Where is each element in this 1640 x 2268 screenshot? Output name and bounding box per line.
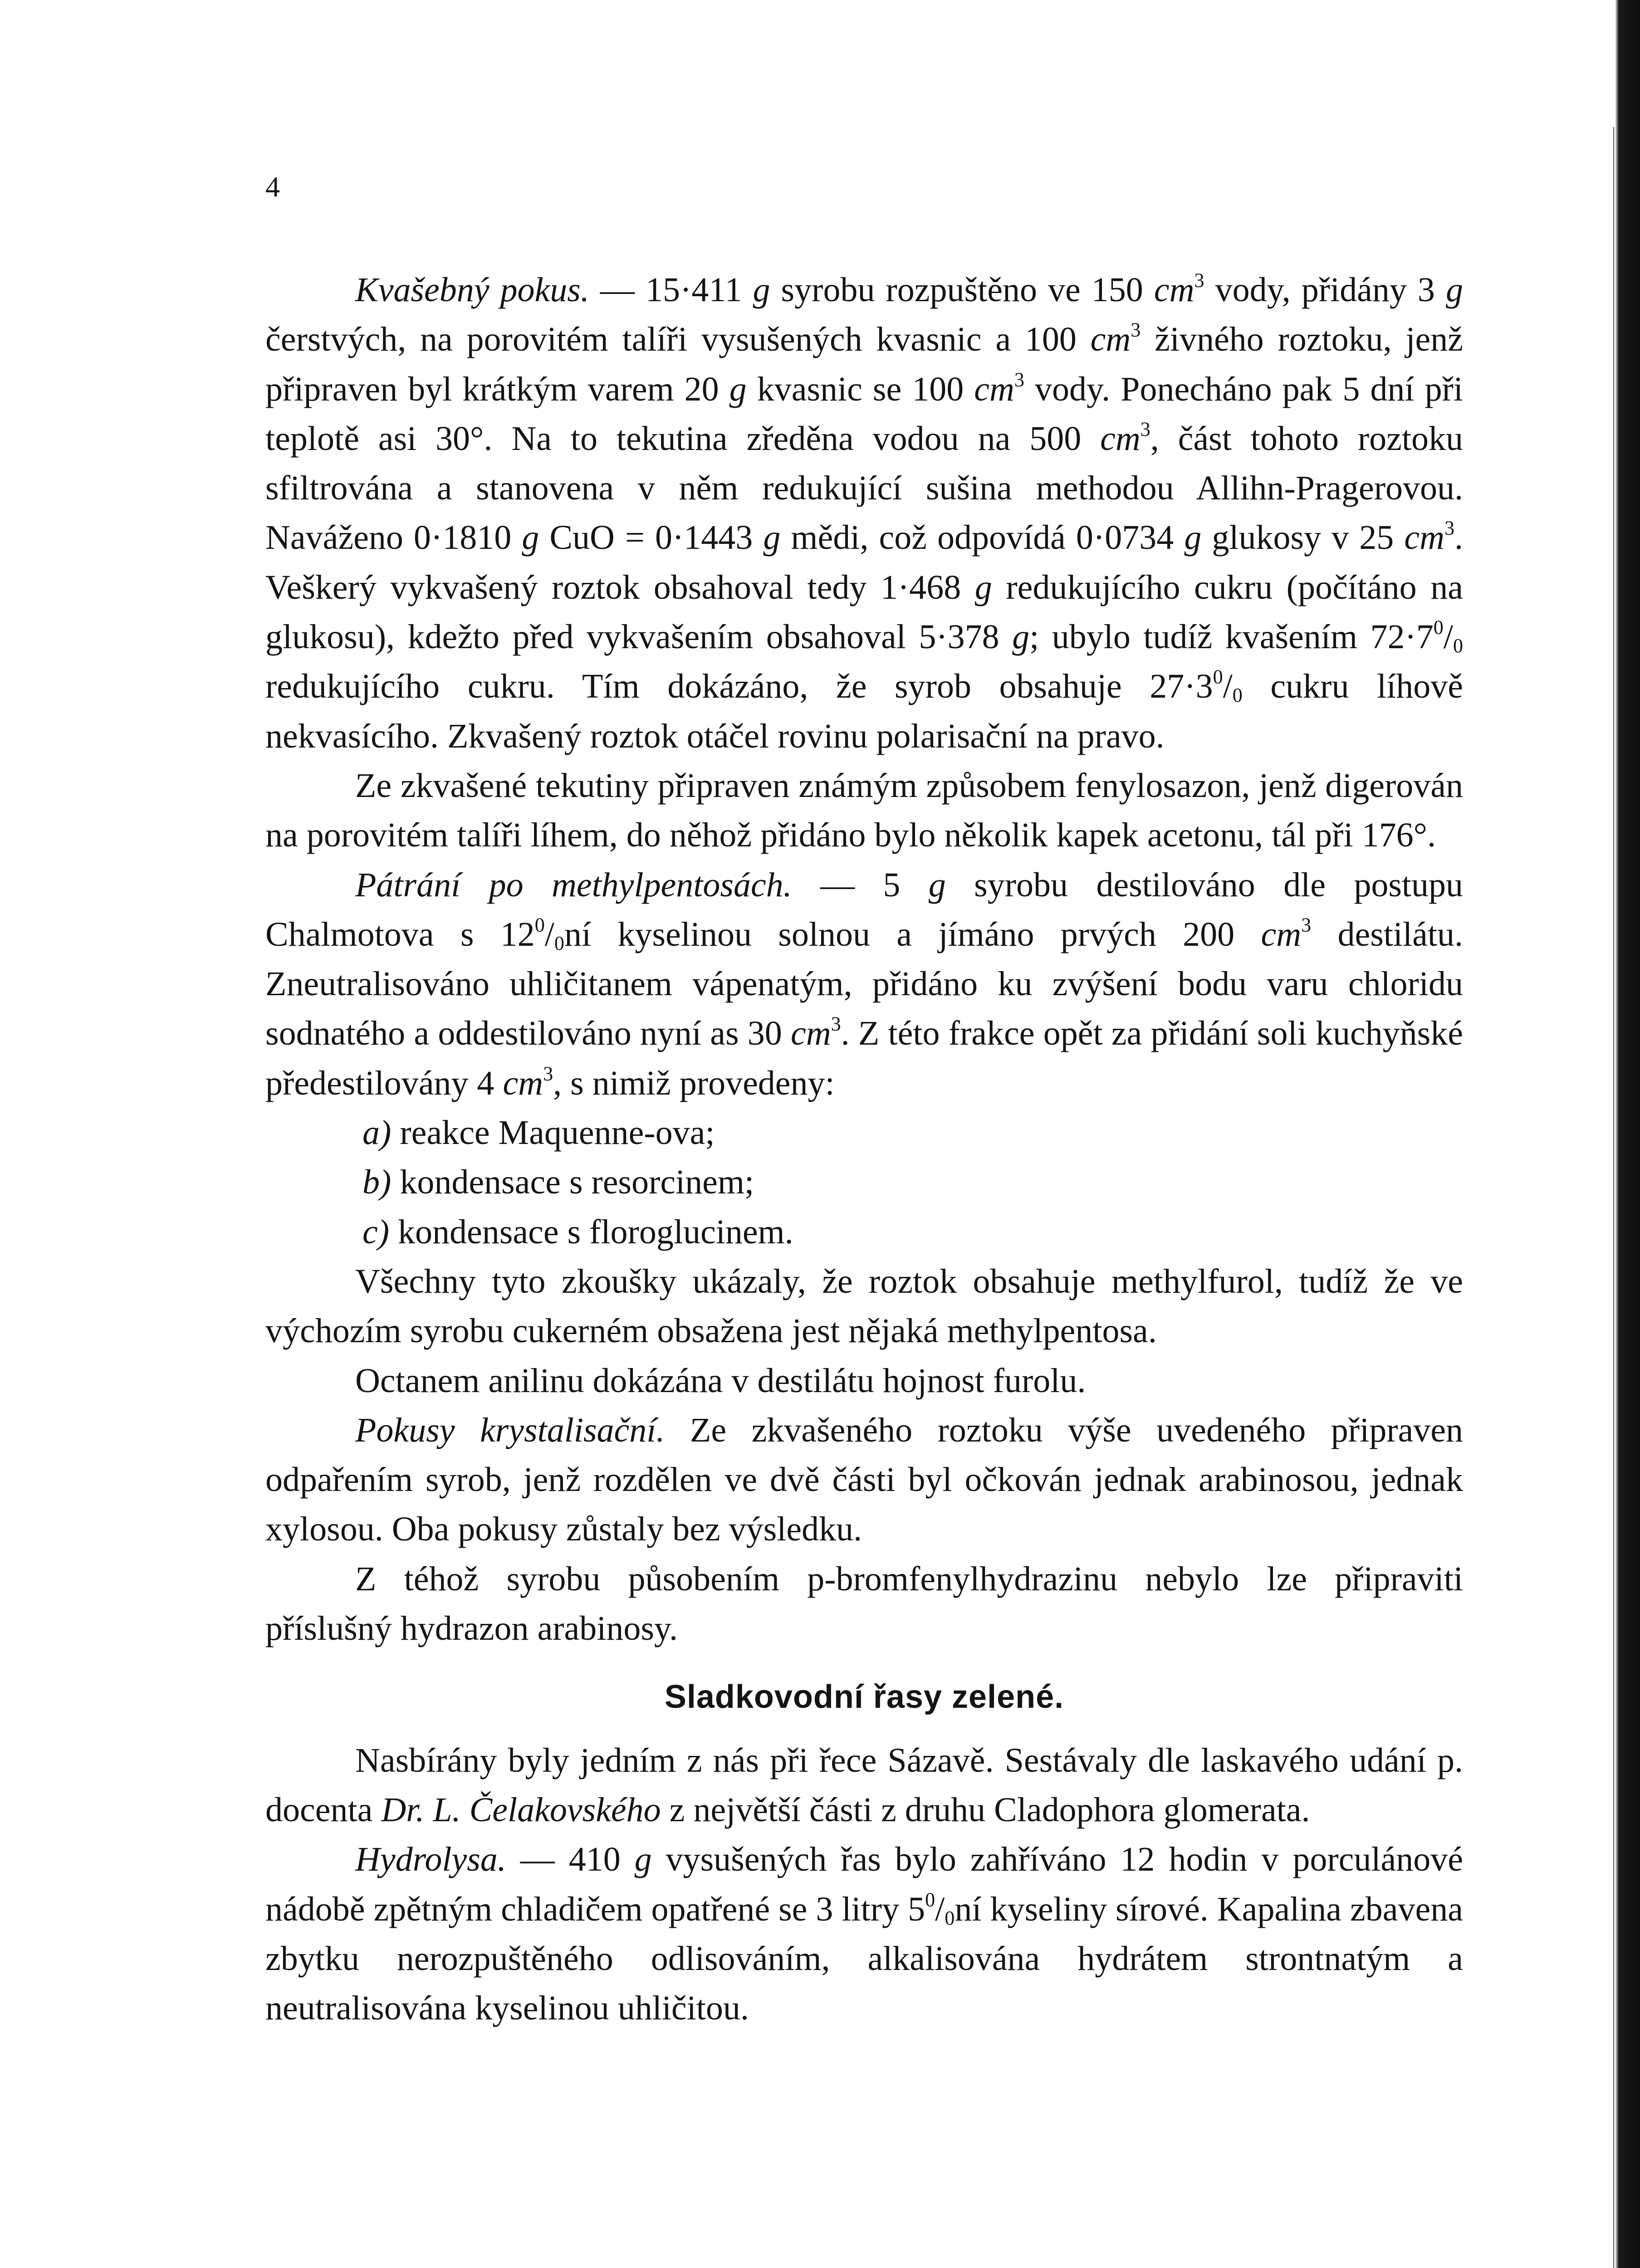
text-run: vysušených řas bylo zahříváno 12 hodin v porculánové nádobě zpětným chladičem opatřené se 3 litry 5	[265, 1840, 1463, 1928]
percent-slash: /	[1443, 618, 1453, 656]
text-run: redukujícího cukru (počítáno na glukosu), kdežto před vykvašením obsahoval 5·378	[265, 568, 1463, 656]
paragraph-octane: Octanem anilinu dokázána v destilátu hojnost furolu.	[355, 1361, 1086, 1400]
text-run: cukru líhově nekvasícího. Zkvašený roztok otáčel rovinu polarisační na pravo.	[265, 667, 1463, 755]
unit-cube: 3	[1140, 418, 1150, 440]
paragraph-fermentation	[265, 265, 1463, 761]
text-run: Ze zkvašeného roztoku výše uvedeného připraven odpařením syrob, jenž rozdělen ve dvě části byl očkován jednak arabinosou, jednak xylosou. Oba pokusy zůstaly bez výsledku.	[265, 1411, 1463, 1549]
unit-cube: 3	[1444, 517, 1454, 539]
paragraph-methylpentoses	[265, 860, 1463, 1108]
text-run: destilátu. Zneutralisováno uhličitanem vápenatým, přidáno ku zvýšení bodu varu chloridu sodnatého a oddestilováno nyní as 30	[265, 915, 1464, 1053]
text-run: mědi, což odpovídá 0·0734	[780, 518, 1185, 557]
list-item-text: reakce Maquenne-ova;	[400, 1114, 715, 1152]
percent-num: 0	[1433, 616, 1444, 639]
text-run: z největší části z druhu Cladophora glomerata.	[661, 1790, 1310, 1829]
text-run: — 410	[506, 1840, 635, 1879]
text-run: kvasnic se 100	[746, 370, 974, 408]
text-run: ní kyseliny sírové. Kapalina zbavena zbytku nerozpuštěného odlisováním, alkalisována hydrátem strontnatým a neutralisována kyselinou uhličitou.	[265, 1890, 1463, 2028]
percent-slash: /	[544, 915, 554, 953]
text-run: redukujícího cukru. Tím dokázáno, že syrob obsahuje 27·3	[265, 667, 1213, 706]
page-body	[265, 265, 1463, 2033]
text-run: živného roztoku, jenž připraven byl krátkým varem 20	[265, 320, 1463, 408]
list-marker: b)	[362, 1163, 392, 1202]
unit-g: g	[763, 518, 781, 557]
paragraph-osazone: Ze zkvašené tekutiny připraven známým způsobem fenylosazon, jenž digerován na porovitém talíři líhem, do něhož přidáno bylo několik kapek acetonu, tál při 176°.	[265, 766, 1463, 855]
unit-cube: 3	[1131, 318, 1141, 341]
list-item-c	[265, 1207, 1463, 1257]
unit-cube: 3	[1014, 368, 1024, 391]
page-edge-shadow	[1615, 0, 1640, 2268]
unit-g: g	[753, 271, 770, 309]
text-run: vody. Ponecháno pak 5 dní při teplotě asi 30°. Na to tekutina zředěna vodou na 500	[265, 370, 1463, 458]
text-run: . Z této frakce opět za přidání soli kuchyňské předestilovány 4	[265, 1014, 1463, 1102]
run-heading: Pátrání po methylpentosách.	[355, 865, 792, 904]
text-run: , část tohoto roztoku sfiltrována a stanovena v něm redukující sušina methodou Allihn-Pragerovou. Naváženo 0·1810	[265, 419, 1464, 557]
run-heading: Kvašebný pokus.	[355, 271, 589, 309]
unit-cm: cm	[1100, 419, 1141, 458]
text-run: ní kyselinou solnou a jímáno prvých 200	[564, 915, 1261, 953]
list-item-b	[265, 1158, 1463, 1207]
percent-den: 0	[1232, 684, 1243, 707]
text-run: syrobu destilováno dle postupu Chalmotova s 12	[265, 865, 1464, 953]
text-run: — 15·411	[589, 271, 753, 309]
paragraph-algae-intro	[265, 1736, 1463, 1835]
unit-cm: cm	[790, 1014, 831, 1053]
text-run: ; ubylo tudíž kvašením 72·7	[1029, 618, 1434, 656]
paragraph-conclusion: Všechny tyto zkoušky ukázaly, že roztok obsahuje methylfurol, tudíž že ve výchozím syrobu cukerném obsažena jest nějaká methylpentosa.	[265, 1262, 1463, 1350]
text-run: vody, přidány 3	[1204, 271, 1446, 309]
unit-cm: cm	[974, 370, 1014, 408]
percent-den: 0	[554, 932, 564, 954]
paragraph-hydrazone: Z téhož syrobu působením p-bromfenylhydrazinu nebylo lze připraviti příslušný hydrazon arabinosy.	[265, 1559, 1463, 1648]
text-run: , s nimiž provedeny:	[553, 1064, 835, 1102]
percent-slash: /	[935, 1890, 945, 1928]
unit-cm: cm	[1090, 320, 1131, 359]
unit-g: g	[974, 568, 992, 606]
text-run: čerstvých, na porovitém talíři vysušených kvasnic a 100	[265, 320, 1091, 359]
text-run: — 5	[792, 865, 929, 904]
run-heading: Pokusy krystalisační.	[355, 1411, 665, 1449]
page-edge-line	[1613, 127, 1614, 2268]
unit-g: g	[928, 865, 946, 904]
run-heading: Hydrolysa.	[355, 1840, 506, 1879]
list-item-a	[265, 1108, 1463, 1158]
list-item-text: kondensace s floroglucinem.	[398, 1212, 793, 1251]
text-run: syrobu rozpuštěno ve 150	[770, 271, 1154, 309]
percent-den: 0	[1453, 634, 1464, 657]
list-marker: c)	[362, 1212, 390, 1251]
page-number: 4	[265, 171, 280, 203]
percent-den: 0	[945, 1906, 955, 1929]
unit-cube: 3	[831, 1012, 841, 1035]
text-run: glukosy v 25	[1201, 518, 1405, 557]
percent-num: 0	[1213, 665, 1223, 688]
section-heading: Sladkovodní řasy zelené.	[664, 1679, 1064, 1716]
list-item-text: kondensace s resorcinem;	[400, 1163, 754, 1202]
percent-num: 0	[534, 914, 545, 936]
unit-g: g	[522, 518, 539, 557]
unit-cm: cm	[503, 1064, 543, 1102]
unit-g: g	[1445, 271, 1463, 309]
unit-g: g	[1184, 518, 1202, 557]
text-run: Nasbírány byly jedním z nás při řece Sázavě. Sestávaly dle laskavého udání p. docenta	[265, 1741, 1463, 1829]
unit-cube: 3	[1301, 914, 1312, 936]
author-name: Dr. L. Čelakovského	[381, 1790, 661, 1829]
text-run: CuO = 0·1443	[539, 518, 764, 557]
percent-slash: /	[1223, 667, 1233, 706]
unit-cube: 3	[1194, 269, 1204, 292]
unit-cm: cm	[1154, 271, 1195, 309]
unit-cm: cm	[1404, 518, 1444, 557]
unit-g: g	[1012, 618, 1030, 656]
paragraph-hydrolysis	[265, 1835, 1463, 2033]
unit-g: g	[729, 370, 747, 408]
list-marker: a)	[362, 1114, 392, 1152]
text-run: . Veškerý vykvašený roztok obsahoval tedy 1·468	[265, 518, 1463, 606]
unit-g: g	[634, 1840, 652, 1879]
percent-num: 0	[925, 1888, 935, 1911]
paragraph-crystallization	[265, 1406, 1463, 1554]
unit-cm: cm	[1261, 915, 1302, 953]
unit-cube: 3	[543, 1062, 553, 1085]
